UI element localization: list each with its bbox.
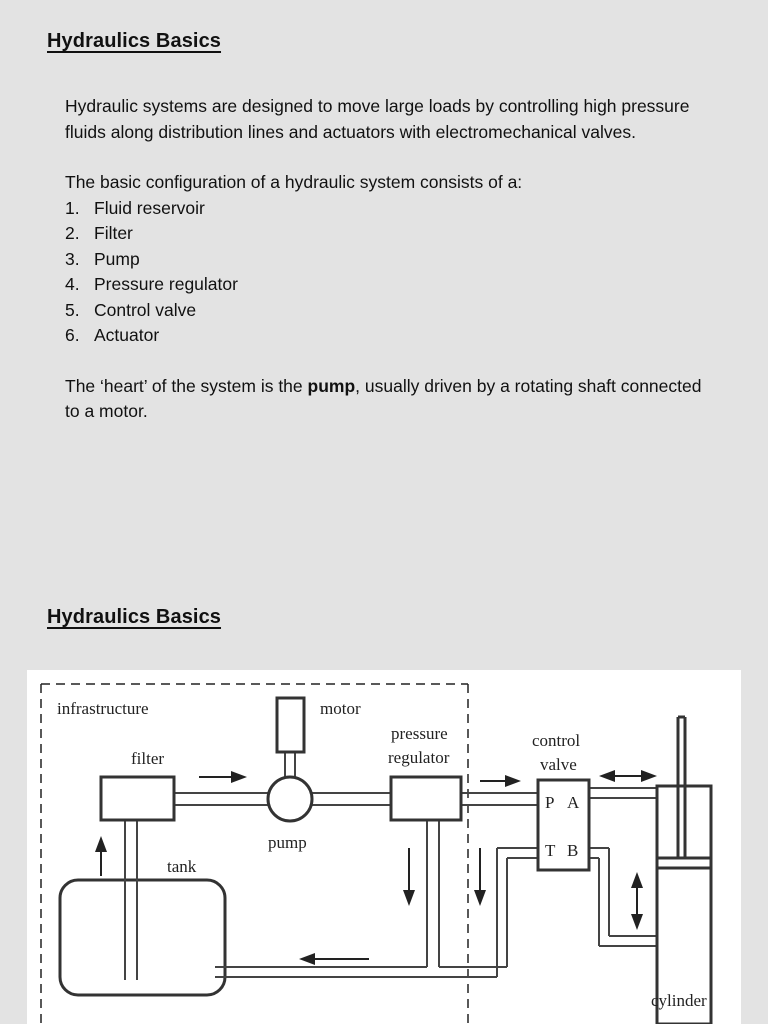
components-list (65, 196, 705, 349)
regulator-box (391, 777, 461, 820)
label-pump: pump (268, 833, 307, 852)
list-item: 3. Pump (65, 248, 140, 269)
label-port-b: B (567, 841, 579, 860)
label-tank: tank (167, 857, 197, 876)
filter-box (101, 777, 174, 820)
heart-paragraph: The ‘heart’ of the system is the pump, usually driven by a rotating shaft connected to a motor. (65, 375, 702, 421)
label-valve: valve (540, 755, 577, 774)
slide-1-body (65, 94, 705, 450)
label-pressure: pressure (391, 724, 448, 743)
label-cylinder: cylinder (651, 991, 707, 1010)
label-regulator: regulator (388, 748, 450, 767)
label-control: control (532, 731, 581, 750)
intro-paragraph: Hydraulic systems are designed to move large loads by controlling high pressure fluids along distribution lines and actuators with electromechanical valves. (65, 96, 690, 142)
heart-bold: pump (307, 375, 356, 396)
list-item: 2. Filter (65, 223, 133, 243)
label-port-p: P (545, 793, 555, 812)
config-lead: The basic configuration of a hydraulic system consists of a: (65, 172, 523, 192)
label-port-a: A (567, 793, 580, 812)
pump-circle (268, 777, 312, 821)
tank-shape (60, 880, 225, 995)
list-item: 1. Fluid reservoir (65, 197, 205, 218)
slide-2-title: Hydraulics Basics (47, 606, 222, 628)
slide-1-title: Hydraulics Basics (47, 30, 222, 52)
hydraulic-diagram-svg (27, 670, 741, 1024)
slide-2 (0, 590, 768, 1024)
cylinder-shape (657, 717, 711, 1024)
hydraulic-diagram (27, 670, 741, 1024)
list-item: 4. Pressure regulator (65, 274, 238, 294)
label-filter: filter (131, 749, 165, 768)
label-port-t: T (545, 841, 556, 860)
motor-box (277, 698, 304, 752)
label-motor: motor (320, 699, 361, 718)
list-item: 5. Control valve (65, 299, 197, 320)
list-item: 6. Actuator (65, 325, 160, 345)
label-infrastructure: infrastructure (57, 699, 149, 718)
